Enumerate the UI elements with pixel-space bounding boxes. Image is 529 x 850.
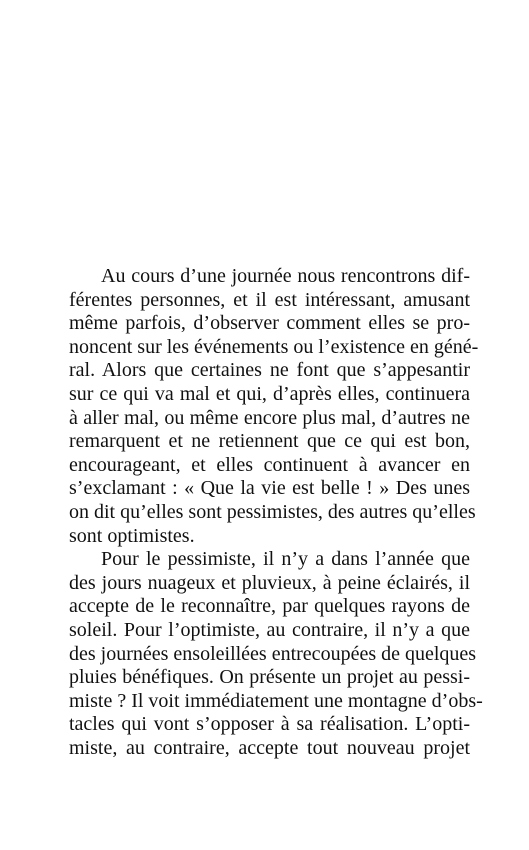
text-line: miste ? Il voit immédiatement une montagne d’obs- [69,689,483,712]
text-line: miste, au contraire, accepte tout nouveau projet [69,736,470,759]
text-line: ral. Alors que certaines ne font que s’appesantir [69,359,470,382]
text-line: encourageant, et elles continuent à avancer en [69,453,470,476]
text-line: remarquent et ne retiennent que ce qui est bon, [69,430,470,453]
body-text [69,265,483,760]
text-line: Pour le pessimiste, il n’y a dans l’année que [101,548,470,571]
text-line: même parfois, d’observer comment elles se pro- [69,312,470,335]
text-line: des jours nuageux et pluvieux, à peine éclairés, il [69,571,470,594]
text-line: on dit qu’elles sont pessimistes, des autres qu’elles [69,500,476,523]
text-line: noncent sur les événements ou l’existence en géné- [69,335,479,358]
text-line: soleil. Pour l’optimiste, au contraire, il n’y a que [69,618,470,641]
text-line: Au cours d’une journée nous rencontrons dif- [101,265,470,287]
text-line: sont optimistes. [69,524,195,547]
text-line: des journées ensoleillées entrecoupées de quelques [69,642,477,665]
text-line: férentes personnes, et il est intéressant, amusant [69,288,470,311]
text-line: tacles qui vont s’opposer à sa réalisation. L’opti- [69,713,470,736]
text-line: accepte de le reconnaître, par quelques rayons de [69,595,470,618]
text-line: à aller mal, ou même encore plus mal, d’autres ne [69,406,470,429]
text-line: s’exclamant : « Que la vie est belle ! » Des unes [69,477,470,500]
text-line: pluies bénéfiques. On présente un projet au pessi- [69,666,470,689]
text-line: sur ce qui va mal et qui, d’après elles, continuera [69,382,470,405]
